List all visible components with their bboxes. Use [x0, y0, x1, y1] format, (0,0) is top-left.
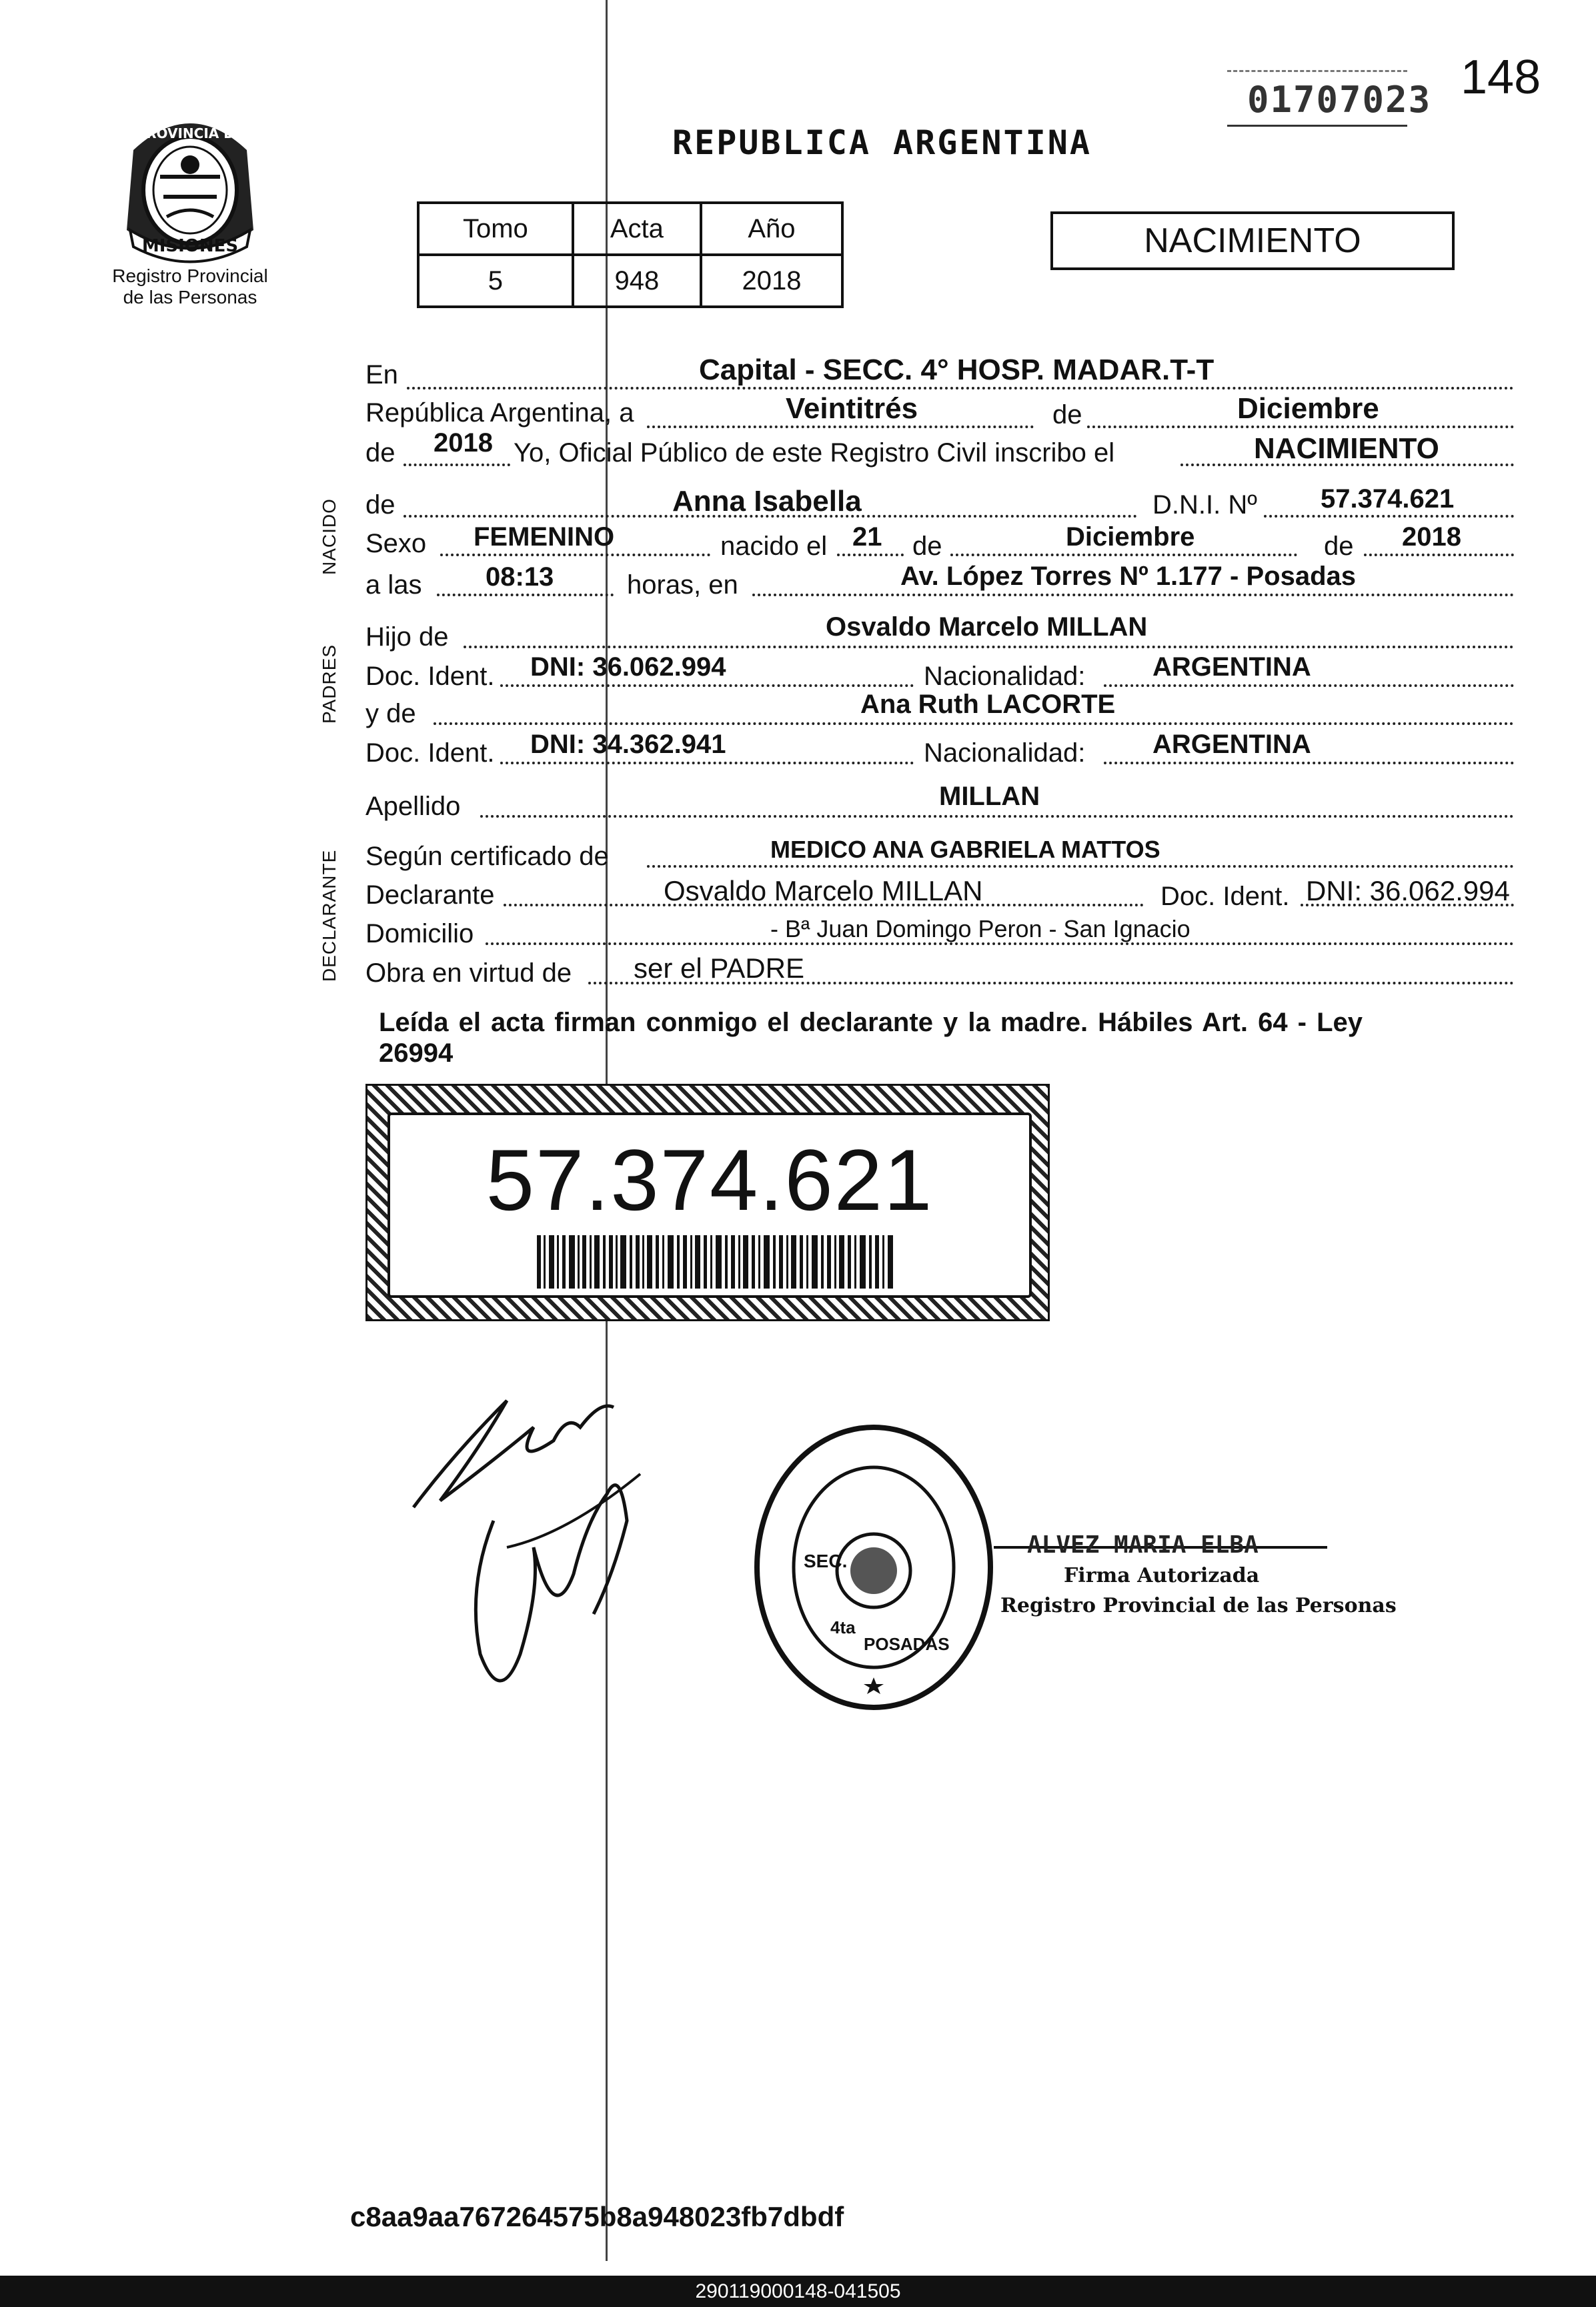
- footer-code: 290119000148-041505: [695, 2280, 901, 2302]
- line-certificado: [647, 865, 1514, 868]
- line-doc2: [500, 762, 914, 764]
- serial-stamp: [1227, 70, 1432, 127]
- line-doc1: [500, 684, 914, 687]
- line-nacido-day: [837, 554, 904, 556]
- value-nombre: Anna Isabella: [672, 485, 862, 518]
- line-hijo: [464, 646, 1514, 648]
- line-sexo: [440, 554, 710, 556]
- value-dni: 57.374.621: [1321, 484, 1455, 514]
- document-title: REPUBLICA ARGENTINA: [672, 123, 1092, 162]
- side-label-padres: PADRES: [319, 644, 339, 724]
- value-republica-month: Diciembre: [1237, 392, 1379, 425]
- value-declarante-doc: DNI: 36.062.994: [1306, 875, 1510, 906]
- value-anio-value: NACIMIENTO: [1254, 432, 1439, 465]
- misiones-shield-icon: [113, 103, 267, 263]
- value-hora: 08:13: [486, 562, 554, 592]
- stamp-seal-icon: [750, 1421, 997, 1714]
- label-nac1: Nacionalidad:: [924, 662, 1086, 691]
- label-dni: D.N.I. Nº: [1152, 490, 1257, 520]
- header-acta: Acta: [573, 203, 701, 255]
- dni-sticker: [365, 1084, 1050, 1321]
- label-republica-de: de: [1052, 400, 1082, 430]
- label-apellido: Apellido: [365, 792, 461, 821]
- stamp-inner-right: POSADAS: [864, 1634, 950, 1654]
- line-dni: [1264, 515, 1514, 518]
- value-doc2: DNI: 34.362.941: [530, 730, 726, 759]
- label-nombre: de: [365, 490, 395, 520]
- record-table: [417, 201, 844, 308]
- label-horas-en: horas, en: [627, 570, 738, 600]
- value-certificado: MEDICO ANA GABRIELA MATTOS: [770, 836, 1160, 863]
- value-doc1: DNI: 36.062.994: [530, 652, 726, 682]
- value-tomo: 5: [418, 255, 573, 307]
- serial-number: 01707023: [1247, 79, 1432, 121]
- label-yde: y de: [365, 699, 416, 728]
- label-doc1: Doc. Ident.: [365, 662, 495, 691]
- label-nacido-el: nacido el: [720, 532, 828, 561]
- dni-barcode: [537, 1235, 897, 1289]
- label-nacido-de1: de: [912, 532, 942, 561]
- value-nac2: ARGENTINA: [1152, 730, 1311, 759]
- value-apellido: MILLAN: [939, 782, 1040, 811]
- official-name: ALVEZ MARIA ELBA: [1027, 1531, 1259, 1559]
- line-anio-year: [404, 464, 510, 466]
- stamp-inner-left: SEC.: [804, 1551, 848, 1571]
- label-obra: Obra en virtud de: [365, 958, 572, 988]
- value-sexo: FEMENINO: [474, 522, 615, 552]
- logo-arc-text: PROVINCIA DE: [136, 125, 244, 141]
- record-type-box: [1050, 211, 1455, 270]
- label-nacido-de2: de: [1324, 532, 1354, 561]
- value-nacido-month: Diciembre: [1066, 522, 1195, 552]
- line-nac2: [1104, 762, 1514, 764]
- value-republica-day: Veintitrés: [786, 392, 918, 425]
- line-place: [752, 594, 1514, 596]
- line-republica-month: [1087, 426, 1514, 428]
- value-anio: 2018: [701, 255, 842, 307]
- value-declarante: Osvaldo Marcelo MILLAN: [664, 875, 983, 906]
- stamp-inner-num: 4ta: [830, 1617, 856, 1637]
- label-sexo: Sexo: [365, 529, 427, 558]
- official-stamp: [750, 1421, 997, 1714]
- closing-text-line2: 26994: [379, 1038, 454, 1068]
- label-nac2: Nacionalidad:: [924, 738, 1086, 768]
- line-en: [407, 387, 1514, 390]
- line-nac1: [1104, 684, 1514, 687]
- page-number: 148: [1461, 51, 1541, 104]
- line-nacido-month: [950, 554, 1297, 556]
- label-domicilio: Domicilio: [365, 919, 474, 948]
- value-anio-year: 2018: [434, 428, 493, 458]
- value-domicilio: - Bª Juan Domingo Peron - San Ignacio: [770, 915, 1190, 942]
- value-yde: Ana Ruth LACORTE: [860, 690, 1116, 719]
- label-declarante: Declarante: [365, 880, 495, 910]
- label-anio-de: de: [365, 438, 395, 468]
- logo-banner-text: MISIONES: [141, 236, 239, 256]
- signatures: [400, 1374, 747, 1721]
- logo-caption: [80, 265, 300, 308]
- value-nacido-year: 2018: [1402, 522, 1461, 552]
- logo-caption-line1: Registro Provincial: [112, 265, 268, 286]
- side-label-nacido: NACIDO: [319, 498, 339, 575]
- dni-sticker-inner: [387, 1112, 1032, 1298]
- label-anio-text: Yo, Oficial Público de este Registro Civil inscribo el: [514, 438, 1115, 468]
- record-type: NACIMIENTO: [1144, 221, 1361, 260]
- closing-text-line1: Leída el acta firman conmigo el declarante y la madre. Hábiles Art. 64 - Ley: [379, 1008, 1363, 1037]
- label-republica: República Argentina, a: [365, 398, 634, 428]
- document-hash: c8aa9aa767264575b8a948023fb7dbdf: [350, 2201, 844, 2232]
- line-hora: [437, 594, 614, 596]
- value-nac1: ARGENTINA: [1152, 652, 1311, 682]
- footer-bar: [0, 2276, 1596, 2307]
- province-logo: [113, 103, 267, 263]
- label-hora: a las: [365, 570, 422, 600]
- line-republica-day: [647, 426, 1034, 428]
- line-nacido-year: [1364, 554, 1514, 556]
- value-hijo: Osvaldo Marcelo MILLAN: [826, 612, 1148, 642]
- header-anio: Año: [701, 203, 842, 255]
- value-acta: 948: [573, 255, 701, 307]
- logo-caption-line2: de las Personas: [123, 287, 257, 307]
- value-obra: ser el PADRE: [634, 952, 804, 984]
- barcode-icon: [537, 1235, 897, 1289]
- value-en: Capital - SECC. 4° HOSP. MADAR.T-T: [699, 353, 1215, 386]
- line-yde: [434, 722, 1514, 725]
- label-hijo: Hijo de: [365, 622, 449, 652]
- line-apellido: [480, 815, 1514, 818]
- dni-sticker-number: 57.374.621: [486, 1131, 934, 1229]
- side-label-declarante: DECLARANTE: [319, 849, 339, 982]
- value-nacido-day: 21: [852, 522, 882, 552]
- header-tomo: Tomo: [418, 203, 573, 255]
- label-en: En: [365, 360, 398, 390]
- closing-text: [379, 1007, 1513, 1068]
- official-org: Registro Provincial de las Personas: [1000, 1594, 1397, 1617]
- label-declarante-doc: Doc. Ident.: [1160, 882, 1290, 911]
- label-certificado: Según certificado de: [365, 842, 609, 871]
- official-role: Firma Autorizada: [1064, 1564, 1260, 1587]
- label-doc2: Doc. Ident.: [365, 738, 495, 768]
- value-place: Av. López Torres Nº 1.177 - Posadas: [900, 562, 1356, 591]
